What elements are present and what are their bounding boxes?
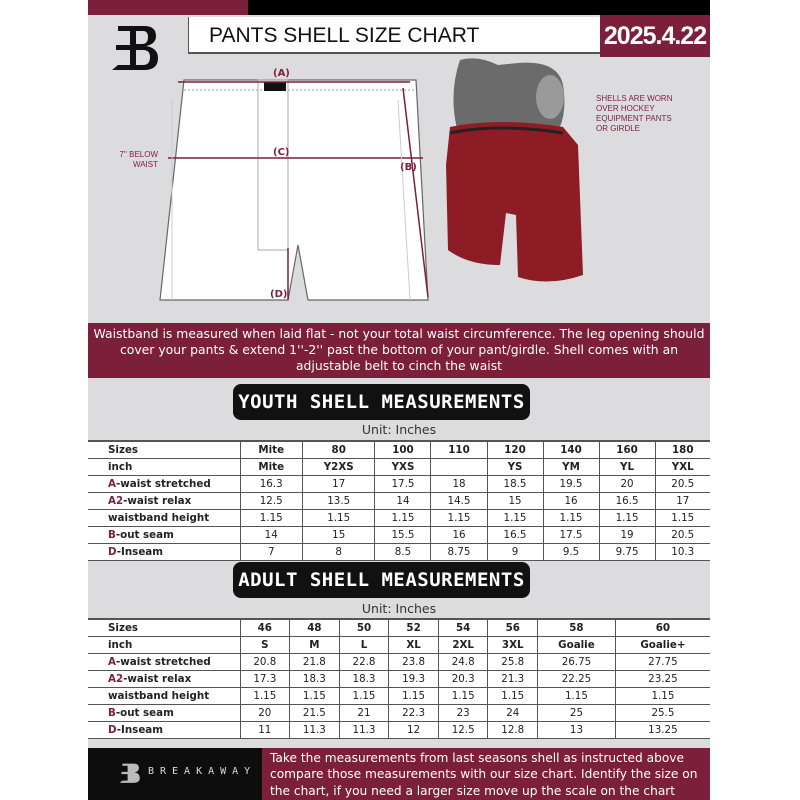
measure-key: A2 (108, 672, 124, 685)
table-cell: M (290, 636, 340, 653)
table-cell: 1.15 (487, 509, 543, 526)
footer-logo-icon (118, 760, 142, 786)
page-title: PANTS SHELL SIZE CHART (188, 17, 600, 54)
table-cell: 25.8 (488, 653, 538, 670)
row-label (88, 670, 240, 687)
table-cell: 100 (375, 441, 431, 458)
table-cell: 9.75 (599, 544, 655, 561)
row-label (88, 526, 240, 543)
table-cell: 16 (431, 526, 487, 543)
measure-label: Sizes (108, 443, 139, 456)
table-cell: 19.3 (389, 670, 439, 687)
measure-label: waistband height (108, 689, 210, 702)
row-label (88, 509, 240, 526)
table-cell: YXL (655, 458, 710, 475)
table-cell: 8.5 (375, 544, 431, 561)
measure-label: -Inseam (116, 724, 163, 737)
table-cell: 14 (375, 492, 431, 509)
date-badge: 2025.4.22 (600, 15, 710, 57)
measure-key: D (108, 546, 117, 559)
table-cell: 19 (599, 526, 655, 543)
table-cell: 1.15 (488, 687, 538, 704)
table-cell: 20 (599, 475, 655, 492)
measure-label: -Inseam (116, 546, 163, 559)
table-cell: 14.5 (431, 492, 487, 509)
adult-size-table (88, 618, 710, 739)
measure-key: B (108, 529, 116, 542)
table-cell: 1.15 (302, 509, 375, 526)
table-cell: 140 (543, 441, 599, 458)
table-cell: 22.25 (538, 670, 616, 687)
adult-section-title: ADULT SHELL MEASUREMENTS (233, 562, 530, 598)
row-label (88, 475, 240, 492)
table-cell: 1.15 (599, 509, 655, 526)
table-cell: 58 (538, 619, 616, 636)
table-cell: Y2XS (302, 458, 375, 475)
table-cell: 23.25 (615, 670, 710, 687)
row-label (88, 636, 240, 653)
table-cell: 60 (615, 619, 710, 636)
table-cell (431, 458, 487, 475)
table-cell: 8 (302, 544, 375, 561)
measure-label: inch (108, 460, 133, 473)
table-cell: 18.3 (290, 670, 340, 687)
table-cell: 20.5 (655, 475, 710, 492)
worn-over-note: SHELLS ARE WORN OVER HOCKEY EQUIPMENT PANTS OR GIRDLE (596, 94, 673, 133)
measure-key: A (108, 477, 116, 490)
table-row (88, 619, 710, 636)
table-cell: YL (599, 458, 655, 475)
table-row (88, 509, 710, 526)
table-cell: 48 (290, 619, 340, 636)
table-cell: 1.15 (339, 687, 389, 704)
table-cell: Mite (240, 458, 302, 475)
table-cell: 21.8 (290, 653, 340, 670)
measure-label: waistband height (108, 511, 210, 524)
table-cell: 1.15 (290, 687, 340, 704)
table-cell: S (240, 636, 290, 653)
table-row (88, 636, 710, 653)
measure-label: inch (108, 638, 133, 651)
brand-name: BREAKAWAY (148, 766, 257, 777)
table-cell: 17 (302, 475, 375, 492)
table-cell: 1.15 (538, 687, 616, 704)
table-cell: 160 (599, 441, 655, 458)
table-cell: 2XL (438, 636, 488, 653)
table-cell: Goalie+ (615, 636, 710, 653)
table-row (88, 704, 710, 721)
table-cell: 17.3 (240, 670, 290, 687)
table-cell: 15 (302, 526, 375, 543)
table-cell: 1.15 (431, 509, 487, 526)
table-cell: XL (389, 636, 439, 653)
row-label (88, 687, 240, 704)
table-cell: 16.5 (487, 526, 543, 543)
table-cell: 22.8 (339, 653, 389, 670)
table-cell: 15 (487, 492, 543, 509)
table-cell: 11.3 (290, 722, 340, 739)
table-cell: 1.15 (389, 687, 439, 704)
table-row (88, 653, 710, 670)
table-cell: 13.5 (302, 492, 375, 509)
youth-unit-label: Unit: Inches (361, 422, 437, 437)
row-label (88, 544, 240, 561)
table-cell: 21.5 (290, 704, 340, 721)
row-label (88, 492, 240, 509)
measurement-info-banner: Waistband is measured when laid flat - not your total waist circumference. The leg opening should cover your pants & extend 1''-2'' past the bottom of your pant/girdle. Shell comes with an adjustable belt to cinch the waist (88, 323, 710, 378)
table-cell: 56 (488, 619, 538, 636)
table-cell: 50 (339, 619, 389, 636)
table-cell: 25.5 (615, 704, 710, 721)
table-cell: 16 (543, 492, 599, 509)
below-waist-note: 7'' BELOW WAIST (119, 150, 158, 169)
table-cell: 12.5 (240, 492, 302, 509)
table-cell: YS (487, 458, 543, 475)
hockey-pants-photo (438, 55, 588, 290)
table-cell: 9.5 (543, 544, 599, 561)
table-row (88, 722, 710, 739)
footer-instructions: Take the measurements from last seasons shell as instructed above compare those measurements with our size chart. Identify the size on the chart, if you need a larger size move up the scale on the chart (262, 748, 710, 800)
table-cell: 3XL (488, 636, 538, 653)
measure-key: D (108, 724, 117, 737)
row-label (88, 704, 240, 721)
table-cell: 1.15 (438, 687, 488, 704)
table-cell: 20.3 (438, 670, 488, 687)
table-cell: 1.15 (375, 509, 431, 526)
table-cell: 46 (240, 619, 290, 636)
table-cell: 7 (240, 544, 302, 561)
table-row (88, 670, 710, 687)
table-cell: 20 (240, 704, 290, 721)
label-c: (C) (273, 147, 290, 158)
table-cell: 17.5 (375, 475, 431, 492)
table-cell: 19.5 (543, 475, 599, 492)
table-cell: 26.75 (538, 653, 616, 670)
table-cell: 23.8 (389, 653, 439, 670)
table-cell: 25 (538, 704, 616, 721)
label-b: (B) (400, 162, 417, 173)
measure-key: B (108, 707, 116, 720)
label-a: (A) (273, 68, 290, 79)
table-cell: 15.5 (375, 526, 431, 543)
measure-label: Sizes (108, 621, 139, 634)
table-cell: L (339, 636, 389, 653)
table-cell: 14 (240, 526, 302, 543)
youth-size-table (88, 440, 710, 561)
table-cell: Mite (240, 441, 302, 458)
row-label (88, 653, 240, 670)
table-cell: 24 (488, 704, 538, 721)
table-cell: 27.75 (615, 653, 710, 670)
table-cell: 1.15 (240, 687, 290, 704)
table-cell: 1.15 (240, 509, 302, 526)
table-cell: 18 (431, 475, 487, 492)
table-cell: 13 (538, 722, 616, 739)
table-cell: 10.3 (655, 544, 710, 561)
table-cell: 120 (487, 441, 543, 458)
table-cell: 11 (240, 722, 290, 739)
measure-key: A2 (108, 494, 124, 507)
label-d: (D) (270, 289, 288, 300)
table-row (88, 458, 710, 475)
table-cell: 22.3 (389, 704, 439, 721)
row-label (88, 458, 240, 475)
size-chart-poster (88, 0, 710, 800)
table-cell: YM (543, 458, 599, 475)
table-cell: 1.15 (615, 687, 710, 704)
table-cell: YXS (375, 458, 431, 475)
table-cell: 54 (438, 619, 488, 636)
table-cell: 20.8 (240, 653, 290, 670)
table-row (88, 492, 710, 509)
measure-key: A (108, 655, 116, 668)
table-cell: 16.5 (599, 492, 655, 509)
table-cell: 17.5 (543, 526, 599, 543)
table-cell: 13.25 (615, 722, 710, 739)
table-cell: 12.8 (488, 722, 538, 739)
table-cell: 11.3 (339, 722, 389, 739)
table-row (88, 544, 710, 561)
table-cell: 80 (302, 441, 375, 458)
measure-label: -waist stretched (115, 477, 211, 490)
adult-unit-label: Unit: Inches (361, 601, 437, 616)
row-label (88, 441, 240, 458)
top-bar-black (248, 0, 710, 15)
table-row (88, 687, 710, 704)
table-cell: 12 (389, 722, 439, 739)
table-cell: 52 (389, 619, 439, 636)
table-cell: 18.5 (487, 475, 543, 492)
table-cell: 8.75 (431, 544, 487, 561)
top-bar-maroon (88, 0, 248, 15)
table-cell: 23 (438, 704, 488, 721)
measure-label: -out seam (115, 529, 174, 542)
table-row (88, 441, 710, 458)
table-cell: 1.15 (543, 509, 599, 526)
table-cell: 21.3 (488, 670, 538, 687)
table-cell: Goalie (538, 636, 616, 653)
table-cell: 16.3 (240, 475, 302, 492)
row-label (88, 619, 240, 636)
table-cell: 18.3 (339, 670, 389, 687)
table-cell: 180 (655, 441, 710, 458)
youth-section-title: YOUTH SHELL MEASUREMENTS (233, 384, 530, 420)
table-cell: 24.8 (438, 653, 488, 670)
table-cell: 17 (655, 492, 710, 509)
row-label (88, 722, 240, 739)
table-row (88, 526, 710, 543)
table-cell: 110 (431, 441, 487, 458)
measure-label: -waist relax (123, 494, 192, 507)
table-cell: 9 (487, 544, 543, 561)
measure-label: -waist relax (123, 672, 192, 685)
table-cell: 20.5 (655, 526, 710, 543)
table-cell: 1.15 (655, 509, 710, 526)
pants-diagram (148, 60, 438, 310)
table-cell: 12.5 (438, 722, 488, 739)
measure-label: -out seam (115, 707, 174, 720)
table-row (88, 475, 710, 492)
measure-label: -waist stretched (115, 655, 211, 668)
table-cell: 21 (339, 704, 389, 721)
